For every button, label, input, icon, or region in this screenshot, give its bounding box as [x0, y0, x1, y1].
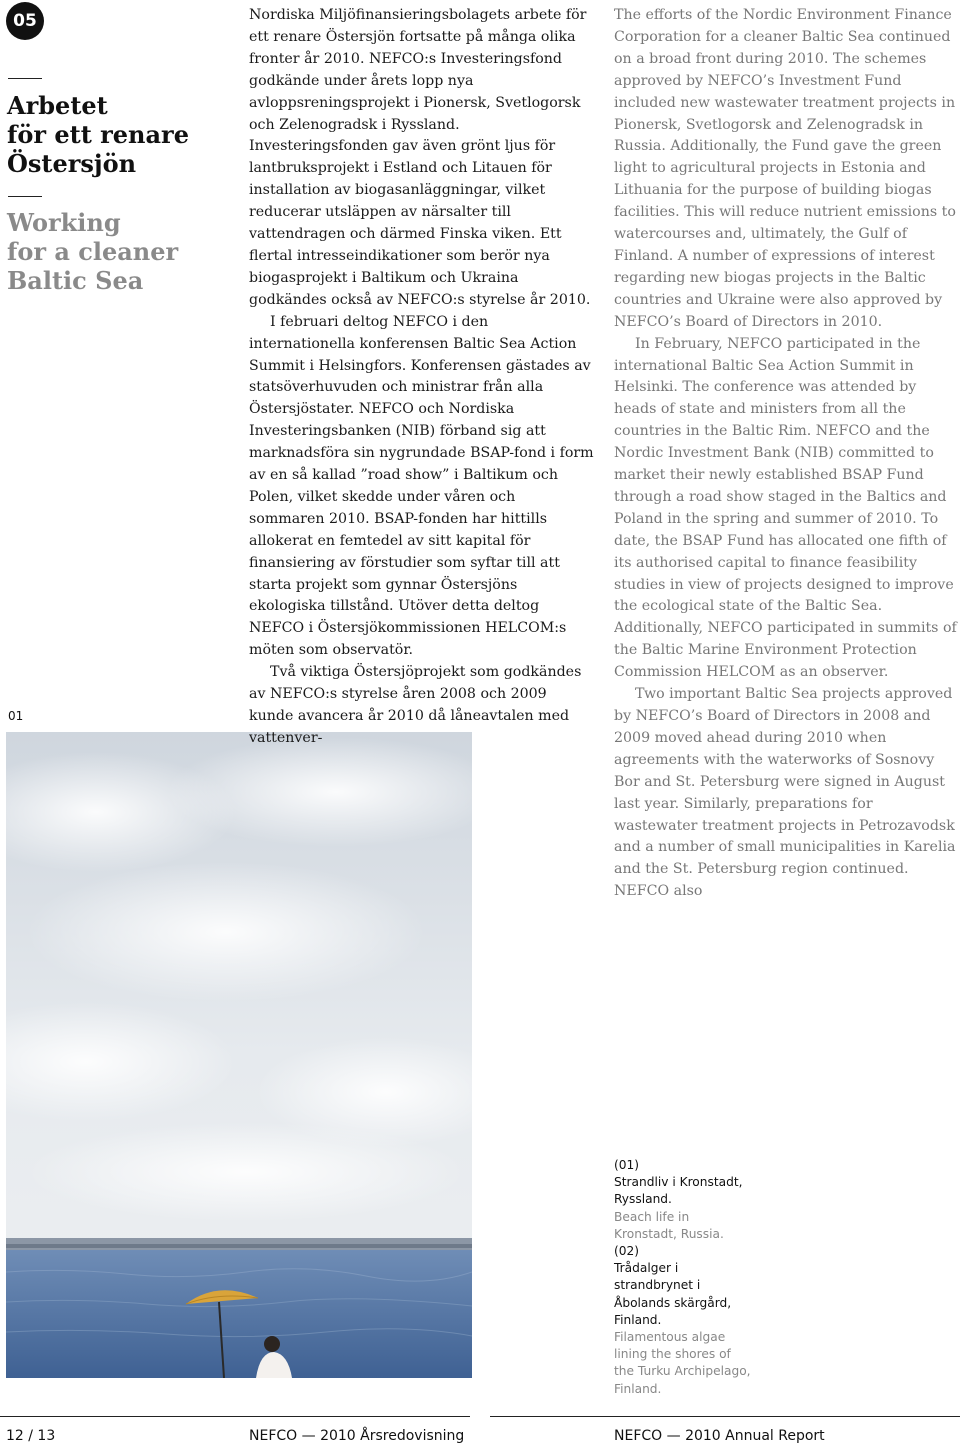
english-title-line: Baltic Sea	[7, 266, 144, 295]
footer-title-swedish: NEFCO — 2010 Årsredovisning	[249, 1428, 465, 1444]
title-rule-top	[8, 78, 42, 79]
english-body-column	[614, 5, 960, 903]
swedish-body-column	[249, 5, 594, 750]
page-numbers: 12 / 13	[6, 1428, 56, 1444]
photo-number: 01	[8, 709, 24, 723]
caption-number: (02)	[614, 1244, 640, 1259]
english-title-line: Working	[7, 208, 121, 237]
caption-swedish: Strandliv i Kronstadt, Ryssland.	[614, 1175, 743, 1207]
swedish-title	[7, 91, 237, 178]
footer-title-english: NEFCO — 2010 Annual Report	[614, 1428, 825, 1444]
photo-captions	[614, 1157, 754, 1398]
caption-english: Filamentous algae lining the shores of the Turku Archipelago, Finland.	[614, 1330, 751, 1396]
english-paragraph: In February, NEFCO participated in the international Baltic Sea Action Summit in Helsinki. The conference was attended by heads of state and ministers from all the countries in the Baltic Rim. NEFCO and the Nordic Investment Bank (NIB) committed to market their newly established BSAP Fund through a road show staged in the Baltics and Poland in the spring and summer of 2010. To date, the BSAP Fund has allocated one fifth of its authorised capital to finance feasibility studies in view of projects designed to improve the ecological state of the Baltic Sea. Additionally, NEFCO participated in summits of the Baltic Marine Environment Protection Commission HELCOM as an observer.	[614, 335, 957, 681]
english-paragraph: The efforts of the Nordic Environment Finance Corporation for a cleaner Baltic Sea continued on a broad front during 2010. The schemes approved by NEFCO’s Investment Fund included new wastewater treatment projects in Pionersk, Svetlogorsk and Zelenogradsk in Russia. Additionally, the Fund gave the green light to agricultural projects in Estonia and Lithuania for the purpose of building biogas facilities. This will reduce nutrient emissions to watercourses and, ultimately, the Gulf of Finland. A number of expressions of interest regarding new biogas projects in the Baltic countries and Ukraine were also approved by NEFCO’s Board of Directors in 2010.	[614, 7, 956, 330]
caption-english: Beach life in Kronstadt, Russia.	[614, 1209, 724, 1241]
english-title-line: for a cleaner	[7, 237, 179, 266]
swedish-title-line: Arbetet	[7, 91, 108, 120]
caption-number: (01)	[614, 1158, 640, 1172]
chapter-number-badge: 05	[6, 2, 44, 40]
english-title	[7, 208, 237, 295]
english-paragraph: Two important Baltic Sea projects approved by NEFCO’s Board of Directors in 2008 and 2009 moved ahead during 2010 when agreements with the waterworks of Sosnovy Bor and St. Petersburg were signed in August last year. Similarly, preparations for wastewater treatment projects in Petrozavodsk and a number of small municipalities in Karelia and the St. Petersburg region continued. NEFCO also	[614, 686, 956, 900]
footer-rule	[0, 1416, 470, 1417]
swedish-paragraph: I februari deltog NEFCO i den internationella konferensen Baltic Sea Action Summit i Helsingfors. Konferensen gästades av statsöverhuvuden och ministrar från alla Östersjöstater. NEFCO och Nordiska Investeringsbanken (NIB) förband sig att marknadsföra sin nygrundade BSAP-fond i form av en så kallad ”road show” i Baltikum och Polen, vilket skedde under våren och sommaren 2010. BSAP-fonden har hittills allokerat en femtedel av sitt kapital för finansiering av förstudier som syftar till att starta projekt som gynnar Östersjöns ekologiska tillstånd. Utöver detta deltog NEFCO i Östersjökommissionen HELCOM:s möten som observatör.	[249, 313, 594, 659]
beach-photo-illustration	[6, 732, 472, 1378]
swedish-paragraph: Nordiska Miljöfinansieringsbolagets arbete för ett renare Östersjön fortsatte på många olika fronter år 2010. NEFCO:s Investeringsfond godkände under årets lopp nya avloppsreningsprojekt i Pionersk, Svetlogorsk och Zelenogradsk i Ryssland. Investeringsfonden gav även grönt ljus för lantbruksprojekt i Estland och Litauen för installation av biogasanläggningar, vilket reducerar utsläppen av närsalter till vattendragen och därmed Finska viken. Ett flertal intresseindikationer som berör nya biogasprojekt i Baltikum och Ukraina godkändes också av NEFCO:s styrelse år 2010.	[249, 7, 591, 308]
title-rule-middle	[8, 196, 42, 197]
swedish-title-line: för ett renare	[7, 120, 189, 149]
beach-photo	[6, 732, 472, 1378]
caption-swedish: Trådalger i strandbrynet i Åbolands skärgård, Finland.	[614, 1261, 732, 1327]
swedish-paragraph: Två viktiga Östersjöprojekt som godkändes av NEFCO:s styrelse åren 2008 och 2009 kunde avancera år 2010 då låneavtalen med vattenver-	[249, 664, 582, 746]
footer-rule	[490, 1416, 960, 1417]
swedish-title-line: Östersjön	[7, 149, 137, 178]
